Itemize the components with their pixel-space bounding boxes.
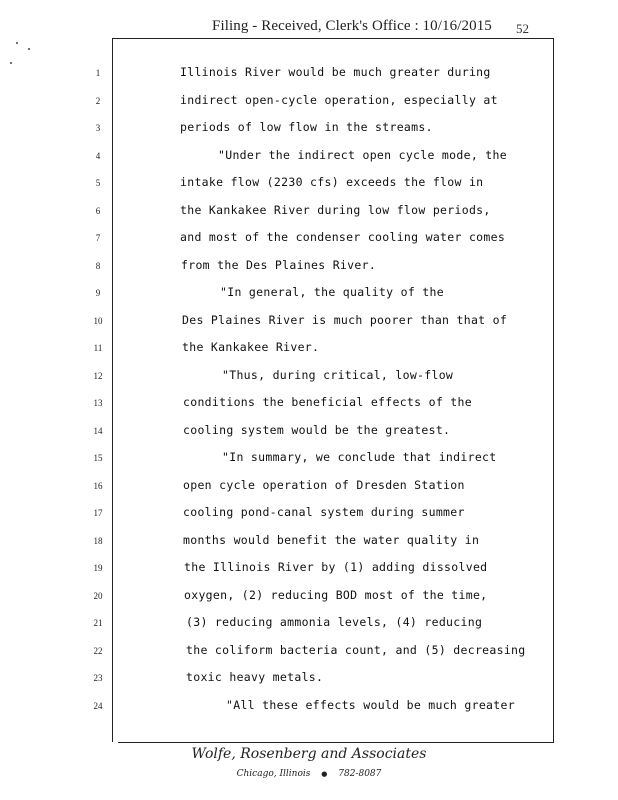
transcript-line: months would benefit the water quality in — [183, 533, 480, 547]
page-frame-left — [112, 38, 113, 742]
scan-speck — [10, 62, 12, 64]
scan-speck — [16, 42, 18, 44]
line-number: 20 — [93, 591, 103, 601]
transcript-line: cooling pond-canal system during summer — [183, 505, 465, 519]
transcript-line: from the Des Plaines River. — [181, 258, 377, 272]
line-number: 22 — [93, 646, 103, 656]
footer-city: Chicago, Illinois — [236, 769, 311, 779]
transcript-line: toxic heavy metals. — [186, 670, 324, 684]
line-number: 5 — [95, 178, 101, 188]
transcript-line: open cycle operation of Dresden Station — [183, 478, 465, 492]
transcript-line: "Under the indirect open cycle mode, the — [218, 148, 507, 162]
transcript-line: indirect open-cycle operation, especially at — [180, 93, 498, 107]
transcript-line: periods of low flow in the streams. — [180, 120, 433, 134]
line-number: 16 — [93, 481, 103, 491]
line-number: 13 — [93, 398, 103, 408]
line-number: 2 — [95, 96, 101, 106]
line-number: 6 — [95, 206, 101, 216]
transcript-line: "All these effects would be much greater — [226, 698, 515, 712]
transcript-line: cooling system would be the greatest. — [183, 423, 451, 437]
page-frame-top — [112, 38, 554, 39]
line-number: 14 — [93, 426, 103, 436]
line-number: 10 — [93, 316, 103, 326]
transcript-line: oxygen, (2) reducing BOD most of the time, — [184, 588, 488, 602]
line-number: 8 — [95, 261, 101, 271]
transcript-line: the coliform bacteria count, and (5) decreasing — [186, 643, 526, 657]
line-number: 18 — [93, 536, 103, 546]
line-number: 3 — [95, 123, 101, 133]
scan-speck — [28, 48, 30, 50]
line-number: 17 — [93, 508, 103, 518]
filing-stamp: Filing - Received, Clerk's Office : 10/16/2015 — [212, 18, 492, 34]
page-frame-bottom — [118, 742, 554, 743]
line-number: 15 — [93, 453, 103, 463]
footer-phone: 782-8087 — [338, 769, 382, 779]
transcript-line: "In summary, we conclude that indirect — [222, 450, 497, 464]
transcript-line: Illinois River would be much greater during — [180, 65, 491, 79]
line-number: 24 — [93, 701, 103, 711]
transcript-line: "Thus, during critical, low-flow — [222, 368, 454, 382]
transcript-line: and most of the condenser cooling water comes — [180, 230, 506, 244]
transcript-line: the Kankakee River during low flow periods, — [180, 203, 491, 217]
page-frame-right — [553, 38, 554, 742]
line-number: 23 — [93, 673, 103, 683]
transcript-line: the Illinois River by (1) adding dissolved — [184, 560, 488, 574]
line-number: 7 — [95, 233, 101, 243]
line-number: 21 — [93, 618, 103, 628]
transcript-line: conditions the beneficial effects of the — [183, 395, 472, 409]
footer-separator-dot: ● — [321, 770, 328, 778]
page-number: 52 — [516, 21, 529, 36]
line-number: 19 — [93, 563, 103, 573]
line-number: 12 — [93, 371, 103, 381]
line-number: 9 — [95, 288, 101, 298]
transcript-line: Des Plaines River is much poorer than that of — [182, 313, 508, 327]
transcript-line: the Kankakee River. — [182, 340, 320, 354]
court-reporter-contact — [0, 769, 618, 779]
court-reporter-firm: Wolfe, Rosenberg and Associates — [191, 746, 427, 762]
line-number: 1 — [95, 68, 101, 78]
line-number: 4 — [95, 151, 101, 161]
transcript-line: (3) reducing ammonia levels, (4) reducing — [186, 615, 483, 629]
transcript-line: intake flow (2230 cfs) exceeds the flow in — [180, 175, 484, 189]
line-number: 11 — [93, 343, 103, 353]
transcript-line: "In general, the quality of the — [220, 285, 444, 299]
